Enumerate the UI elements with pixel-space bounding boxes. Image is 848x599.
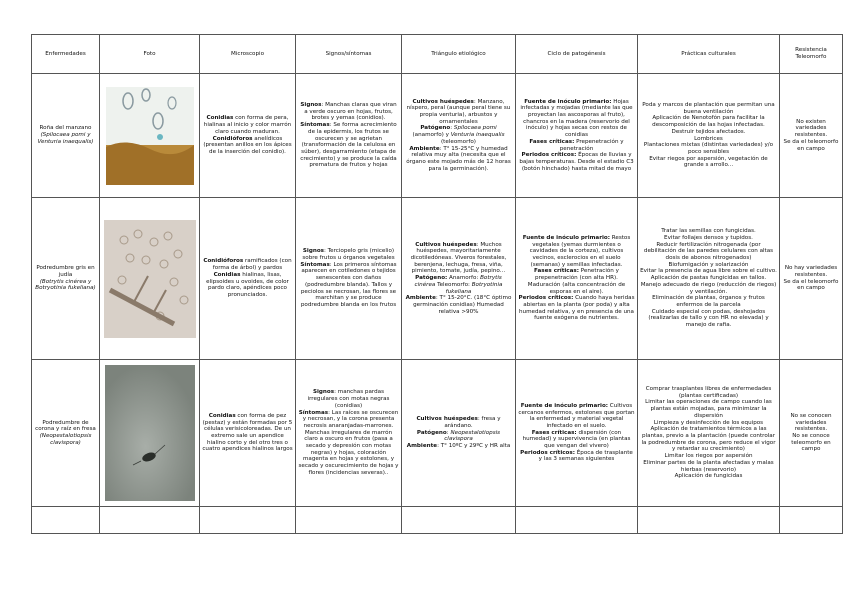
microscope-cell (200, 360, 296, 507)
label: Conidióforos (203, 258, 244, 265)
signs-cell (296, 74, 402, 198)
practice-item: Comprar trasplantes libres de enfermedades (plantas certificadas) (645, 386, 772, 399)
header-cell: Triángulo etiológico (402, 35, 516, 74)
header-cell: Foto (100, 35, 200, 74)
disease-name: Podredumbre gris en judía (36, 265, 95, 278)
practice-item: Evitar follajes densos y tupidos. (664, 234, 753, 241)
practice-item: Tratar las semillas con fungicidas. (661, 228, 756, 235)
practice-item: Aplicación de Nenotofón para facilitar la descomposición de las hojas infectadas. (652, 115, 765, 129)
label: Fases críticas: (534, 268, 579, 275)
empty-cell (296, 507, 402, 534)
disease-scientific-name: (Neopestalotiopsis clavispora) (39, 433, 92, 446)
cycle-cell (516, 74, 638, 198)
text: con forma de pera, hialinas al inicio y color marrón claro cuando maduran. (203, 115, 292, 135)
practice-item: Biofumigación y solarización (668, 261, 749, 268)
text: Cultivos cercanos enfermos, estolones que portan la enfermedad y material vegetal infectado en el suelo. (518, 402, 635, 429)
triangle-item (404, 146, 513, 173)
triangle-item (404, 242, 513, 276)
triangle-item (404, 125, 513, 145)
photo-cell (100, 74, 200, 198)
label: Ambiente (409, 145, 440, 152)
triangle-item (404, 443, 513, 450)
text: dispersión (con humedad) y supervivencia (en plantas que vengan del vivero) (522, 429, 631, 450)
label: Fuente de inóculo primario: (522, 234, 610, 241)
text: : (450, 125, 454, 132)
practice-item: Aplicación de tratamientos térmicos a las plantas, previo a la plantación (puede controlar la podredumbre de corona, pero reduce el vigor y retardar su crecimiento) (641, 426, 776, 453)
cycle-item (518, 295, 635, 322)
microscope-item (202, 258, 293, 271)
resistance-item: No hay variedades resistentes. (784, 265, 838, 278)
photo-cell (100, 360, 200, 507)
resistance-item: No existen variedades resistentes. (794, 118, 828, 139)
practice-item: Cuidado especial con podas, deshojados (realizarlas de tallo y con HR no elevada) y manejo de rafia. (648, 308, 769, 329)
label: Síntomas (300, 261, 330, 268)
photo-image (102, 365, 197, 501)
header-cell: Microscopio (200, 35, 296, 74)
label: Cultivos huéspedes (415, 241, 477, 248)
text: ramificados (con forma de árbol) y pardos (212, 258, 292, 272)
cycle-cell (516, 198, 638, 360)
triangle-item (404, 295, 513, 315)
practice-item: Evitar riegos por aspersión, vegetación de grande s arrollo... (649, 155, 768, 169)
label: Periodos críticos: (521, 152, 577, 159)
label: Periodos críticos: (520, 449, 575, 456)
resistance-cell (780, 198, 843, 360)
text: Épocas de lluvias y bajas temperaturas. Desde el estadio C3 (botón hinchado) hasta mitad de mayo (519, 152, 634, 172)
text: Anamorfo: (447, 275, 481, 282)
label: Conidias (213, 271, 241, 278)
resistance-cell (780, 360, 843, 507)
text: : Manzano, níspero, peral (aunque peral tiene su propia venturia), arbustos y ornamentales (406, 98, 511, 125)
practice-item: Plantaciones mixtas (distintas variedades) y/o poco sensibles (643, 142, 774, 155)
practice-item: Reducir fertilización nitrogenada (por debilitación de las paredes celulares con altas dosis de abonos nitrogenados) (643, 241, 774, 262)
disease-name: Podredumbre de corona y raíz en fresa (35, 419, 96, 433)
label: Patógeno: (415, 275, 448, 282)
label: Patógeno (420, 125, 451, 132)
disease-cell (32, 198, 100, 360)
species: Spilocaea pomi (453, 125, 497, 132)
label: Ambiente (405, 295, 436, 302)
text: : Las raíces se oscurecen y necrosan, y la corona presenta necrosis anaranjadas-marrones. Manchas irregulares de marrón claro a oscuro en frutos (pasa a secado y depresión con motas negras) y hojas, coloración magenta en hojas y estolones, y secado y oscurecimiento de hojas y flores (incidencias severas).. (298, 409, 399, 476)
practice-item: Lombrices (694, 135, 723, 142)
header-cell: Signos/síntomas (296, 35, 402, 74)
practice-item: Poda y marcos de plantación que permitan una buena ventilación (642, 101, 775, 115)
practice-item: Evitar la presencia de agua libre sobre el cultivo. (640, 268, 777, 275)
text: (teleomorfo) (441, 138, 476, 145)
text: con forma de pez (pestaz) y están formadas por 5 células verisicoloreadas. De un extremo sale un apendice hialino corto y del otro tres o cuatro apendices hialinos largos (202, 412, 293, 453)
triangle-item (404, 430, 513, 443)
cycle-item (518, 139, 635, 152)
species: Neopestalotiopsis clavispora (444, 429, 501, 443)
microscope-item (202, 115, 293, 135)
label: Fuente de inóculo primario: (524, 98, 612, 105)
triangle-cell (402, 74, 516, 198)
practice-item: Limitar las operaciones de campo cuando las plantas están mojadas, para minimizar la dispersión (645, 399, 772, 419)
triangle-item (404, 275, 513, 295)
header-row (32, 35, 843, 74)
signs-item (298, 410, 399, 477)
label: Fuente de inóculo primario: (520, 402, 609, 409)
text: Teleomorfo: (435, 281, 472, 288)
triangle-item (404, 99, 513, 126)
triangle-cell (402, 198, 516, 360)
signs-item (298, 262, 399, 309)
triangle-cell (402, 360, 516, 507)
header-cell: Prácticas culturales (638, 35, 780, 74)
text: Hojas infectadas y mojadas (mediante las que proyectan las ascosporas al fruto), chancros en la madera (reservorio del inóculo) y hojas secas con restos de conidias (520, 98, 633, 139)
signs-item (298, 122, 399, 169)
label: Cultivos huéspedes (416, 416, 478, 423)
photo-image (102, 220, 197, 338)
disease-cell (32, 360, 100, 507)
practice-item: Limitar los riegos por aspersión (664, 453, 753, 460)
signs-item (298, 389, 399, 409)
text: anelídicos (presentan anillos en los ápices de la inserción del conidio). (203, 135, 292, 155)
text: : (446, 429, 451, 436)
resistance-item: Se da el teleomorfo en campo (783, 278, 839, 292)
resistance-cell (780, 74, 843, 198)
cycle-item (518, 450, 635, 463)
label: Signos (312, 389, 335, 396)
cycle-cell (516, 360, 638, 507)
text: : manchas pardas irregulares con motas negras (conidias) (307, 389, 390, 409)
header-cell: Enfermedades (32, 35, 100, 74)
empty-cell (402, 507, 516, 534)
cycle-item (518, 430, 635, 450)
cycle-item (518, 235, 635, 269)
practice-item: Limpieza y desinfección de los equipos (653, 419, 764, 426)
empty-cell (780, 507, 843, 534)
practice-item: Aplicación de pastas fungicidas en tallos. (650, 275, 767, 282)
signs-item (298, 248, 399, 261)
label: Fases críticas: (531, 429, 577, 436)
text: : T° 15-20°C. (18°C óptimo germinación conidias) Humedad relativa >90% (413, 295, 512, 315)
disease-name: Roña del manzano (39, 125, 92, 132)
signs-cell (296, 360, 402, 507)
cycle-item (518, 152, 635, 172)
label: Patógeno (416, 429, 447, 436)
resistance-item: No se conoce teleomorfo en campo (791, 433, 831, 453)
cycle-item (518, 99, 635, 139)
empty-cell (638, 507, 780, 534)
microscope-item (202, 272, 293, 299)
practices-cell (638, 74, 780, 198)
empty-row (32, 507, 843, 534)
text: (anamorfo) y (412, 132, 451, 139)
label: Periodos críticos: (518, 295, 574, 302)
disease-cell (32, 74, 100, 198)
text: : Muchos huéspedes, mayoritariamente dicotiledóneas. Viveros forestales, berenjena, lechuga, fresa, viña, pimiento, tomate, judía, pepino… (410, 241, 507, 275)
practice-item: Eliminación de plantas, órganos y frutos enfermos de la parcela (652, 295, 765, 308)
practice-item: Destruir tejidos afectados. (671, 128, 746, 135)
triangle-item (404, 416, 513, 429)
label: Cultivos huéspedes (412, 98, 474, 105)
label: Síntomas (300, 122, 330, 129)
photo-cell (100, 198, 200, 360)
species: Venturia inaequalis (450, 132, 505, 139)
photo-image (102, 87, 197, 185)
text: : Los primeros síntomas aparecen en cotiledones o tejidos senescentes con daños (podredumbre blanda). Tallos y peciolos se necrosan, las flores se marchitan y se produce podredumbre blanda en los frutos (300, 261, 397, 308)
microscope-cell (200, 198, 296, 360)
label: Síntomas (298, 409, 329, 416)
table-row (32, 74, 843, 198)
table-row (32, 198, 843, 360)
text: Época de trasplante y las 3 semanas siguientes (538, 449, 633, 463)
microscope-cell (200, 74, 296, 198)
cycle-item (518, 403, 635, 430)
label: Conidias (206, 115, 234, 122)
text: : Se forma acrecimiento de la epidermis, los frutos se oscurecen y se agrietan (transformación de la celulosa en súber), desgarramiento (etapa de crecimiento) y se produce la caída prematura de frutos y hojas (300, 122, 397, 169)
text: hialinas, lisas, elipsoides u ovoides, de color pardo claro, apéndices poco pronunciados. (206, 271, 289, 298)
text: : T° 10ºC y 29ºC y HR alta (437, 443, 511, 450)
header-cell: Ciclo de patogénesis (516, 35, 638, 74)
label: Conidióforos (212, 135, 253, 142)
label: Signos (302, 248, 325, 255)
label: Fases críticas: (529, 138, 575, 145)
disease-scientific-name: (Spilocaea pomi y Venturia inaequalis) (37, 132, 94, 145)
microscope-item (202, 413, 293, 453)
empty-cell (32, 507, 100, 534)
signs-cell (296, 198, 402, 360)
species: Botryotinia fukeliana (445, 281, 503, 295)
empty-cell (100, 507, 200, 534)
header-cell: Resistencia Teleomorfo (780, 35, 843, 74)
practice-item: Eliminar partes de la planta afectadas y malas hierbas (reservorio) (643, 459, 774, 473)
practices-cell (638, 198, 780, 360)
disease-table (31, 34, 843, 534)
empty-cell (200, 507, 296, 534)
text: Restos vegetales (yemas durmientes o cavidades de la corteza), cultivos vecinos, esclerocios en el suelo (semanas) y semillas infectadas. (529, 234, 631, 268)
disease-scientific-name: (Botrytis cinérea y Botryotinia fukeliana) (35, 278, 96, 292)
resistance-item: No se conocen variedades resistentes. (790, 412, 832, 433)
signs-item (298, 102, 399, 122)
resistance-item: Se da el teleomorfo en campo (783, 138, 839, 152)
text: : T° 15-25°C y humedad relativa muy alta (necesita que el órgano este mojado más de 12 horas para la germinación). (406, 145, 511, 172)
species: Botrytis cinérea (414, 275, 502, 288)
text: Cuando haya heridas abiertas en la planta (por poda) y alta humedad relativa, y en presencia de una fuente exógena de nutrientes. (519, 295, 635, 322)
label: Ambiente (406, 443, 438, 450)
empty-cell (516, 507, 638, 534)
label: Conidias (208, 412, 236, 419)
practice-item: Aplicación de fungicidas (674, 473, 743, 480)
text: : Terciopelo gris (micelio) sobre frutos u órganos vegetales (302, 248, 395, 262)
practices-cell (638, 360, 780, 507)
microscope-item (202, 136, 293, 156)
table-row (32, 360, 843, 507)
label: Signos (300, 101, 322, 108)
text: Prepenetración y penetración (559, 138, 624, 152)
text: Penetración y prepenetración (con alta HR). Maduración (alta concentración de esporas en el aire). (527, 268, 626, 295)
text: : fresa y arándano. (444, 416, 501, 429)
practice-item: Manejo adecuado de riego (reducción de riegos) y ventilación. (640, 281, 777, 295)
text: : Manchas claras que viran a verde oscuro en hojas, frutos, brotes y yemas (conidios). (304, 101, 397, 122)
cycle-item (518, 268, 635, 295)
